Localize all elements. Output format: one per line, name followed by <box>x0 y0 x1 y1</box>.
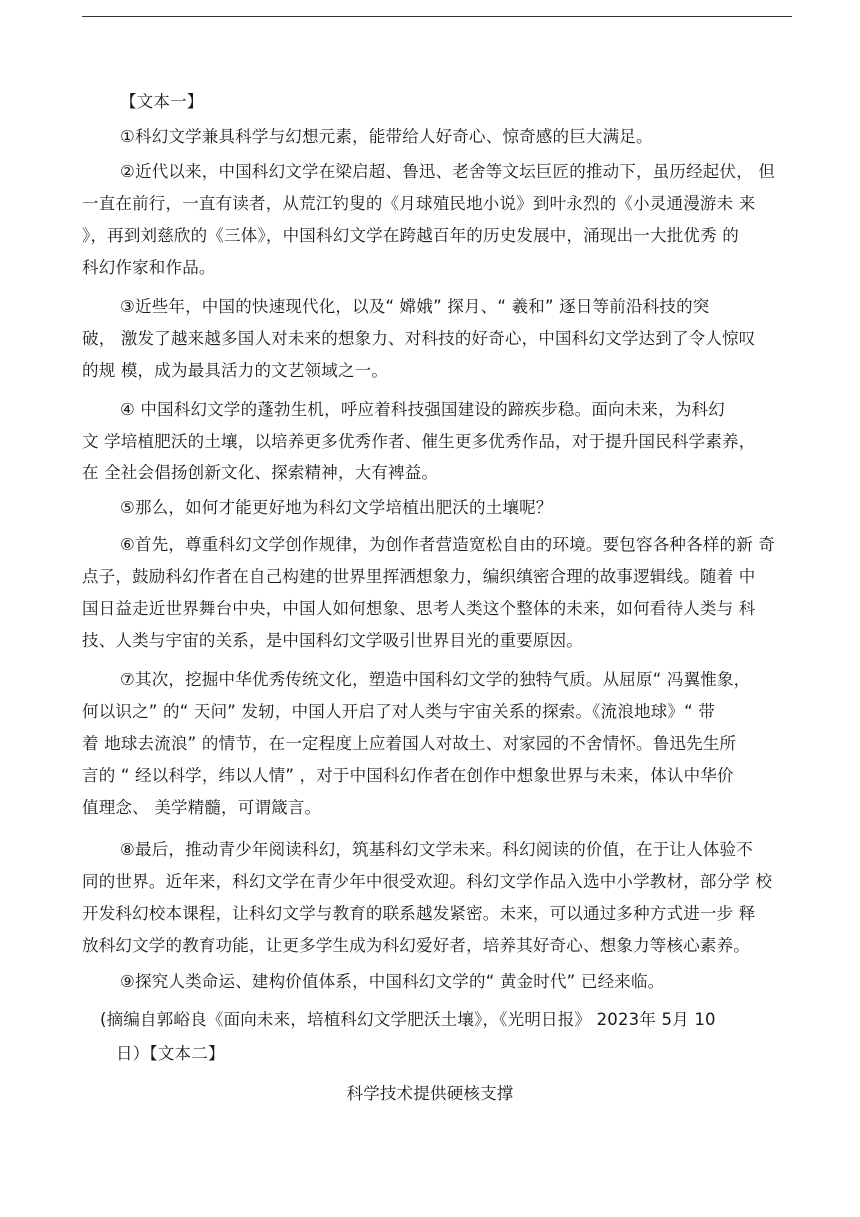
paragraph-line: ①科幻文学兼具科学与幻想元素，能带给人好奇心、惊奇感的巨大满足。 <box>120 127 653 146</box>
section-subtitle: 科学技术提供硬核支撑 <box>346 1084 514 1103</box>
paragraph-line: 破， 激发了越来越多国人对未来的想象力、对科技的好奇心，中国科幻文学达到了令人惊叹 <box>82 329 756 348</box>
section-heading: 【文本一】 <box>120 92 204 111</box>
paragraph-line: 文 学培植肥沃的土壤，以培养更多优秀作者、催生更多优秀作品，对于提升国民科学素养， <box>82 432 756 451</box>
paragraph-line: 开发科幻校本课程，让科幻文学与教育的联系越发紧密。未来，可以通过多种方式进一步 释 <box>82 904 756 923</box>
source-citation: (摘编自郭峪良《面向未来，培植科幻文学肥沃土壤》，《光明日报》 2023年 5月 10 <box>100 1010 716 1029</box>
paragraph-line: 国日益走近世界舞台中央，中国人如何想象、思考人类这个整体的未来，如何看待人类与 科 <box>82 599 756 618</box>
paragraph-line: 科幻作家和作品。 <box>82 258 216 277</box>
paragraph-line: 一直在前行，一直有读者，从荒江钓叟的《月球殖民地小说》到叶永烈的《小灵通漫游未 来 <box>82 194 756 213</box>
paragraph-line: 何以识之” 的“ 天问” 发轫，中国人开启了对人类与宇宙关系的探索。《流浪地球》“ 带 <box>82 702 716 721</box>
paragraph-line: 点子，鼓励科幻作者在自己构建的世界里挥洒想象力，编织缜密合理的故事逻辑线。随着 中 <box>82 567 756 586</box>
paragraph-line: ⑤那么，如何才能更好地为科幻文学培植出肥沃的土壤呢？ <box>120 498 553 517</box>
paragraph-line: 》，再到刘慈欣的《三体》，中国科幻文学在跨越百年的历史发展中，涌现出一大批优秀 的 <box>82 226 739 245</box>
paragraph-line: ④ 中国科幻文学的蓬勃生机，呼应着科技强国建设的蹄疾步稳。面向未来，为科幻 <box>120 400 725 419</box>
paragraph-line: ⑨探究人类命运、建构价值体系，中国科幻文学的“ 黄金时代” 已经来临。 <box>120 972 665 991</box>
paragraph-line: ⑧最后，推动青少年阅读科幻，筑基科幻文学未来。科幻阅读的价值，在于让人体验不 <box>120 840 753 859</box>
paragraph-line: 放科幻文学的教育功能，让更多学生成为科幻爱好者，培养其好奇心、想象力等核心素养。 <box>82 936 750 955</box>
paragraph-line: 言的 “ 经以科学，纬以人情” ，对于中国科幻作者在创作中想象世界与未来，体认中华价 <box>82 766 734 785</box>
paragraph-line: 在 全社会倡扬创新文化、探索精神，大有裨益。 <box>82 463 439 482</box>
paragraph-line: 同的世界。近年来，科幻文学在青少年中很受欢迎。科幻文学作品入选中小学教材，部分学 校 <box>82 872 773 891</box>
top-rule <box>82 16 792 17</box>
paragraph-line: ②近代以来，中国科幻文学在梁启超、鲁迅、老舍等文坛巨匠的推动下，虽历经起伏， 但 <box>120 162 776 181</box>
paragraph-line: ⑦其次，挖掘中华优秀传统文化，塑造中国科幻文学的独特气质。从屈原“ 冯翼惟象， <box>120 670 751 689</box>
paragraph-line: 的规 模，成为最具活力的文艺领域之一。 <box>82 361 389 380</box>
paragraph-line: 值理念、 美学精髓，可谓箴言。 <box>82 798 322 817</box>
paragraph-line: 着 地球去流浪” 的情节，在一定程度上应着国人对故土、对家园的不舍情怀。鲁迅先生所 <box>82 734 737 753</box>
paragraph-line: ③近些年，中国的快速现代化，以及“ 嫦娥” 探月、“ 羲和” 逐日等前沿科技的突 <box>120 297 710 316</box>
source-citation-cont: 日）【文本二】 <box>116 1044 225 1063</box>
paragraph-line: 技、人类与宇宙的关系，是中国科幻文学吸引世界目光的重要原因。 <box>82 631 583 650</box>
paragraph-line: ⑥首先，尊重科幻文学创作规律，为创作者营造宽松自由的环境。要包容各种各样的新 奇 <box>120 535 776 554</box>
